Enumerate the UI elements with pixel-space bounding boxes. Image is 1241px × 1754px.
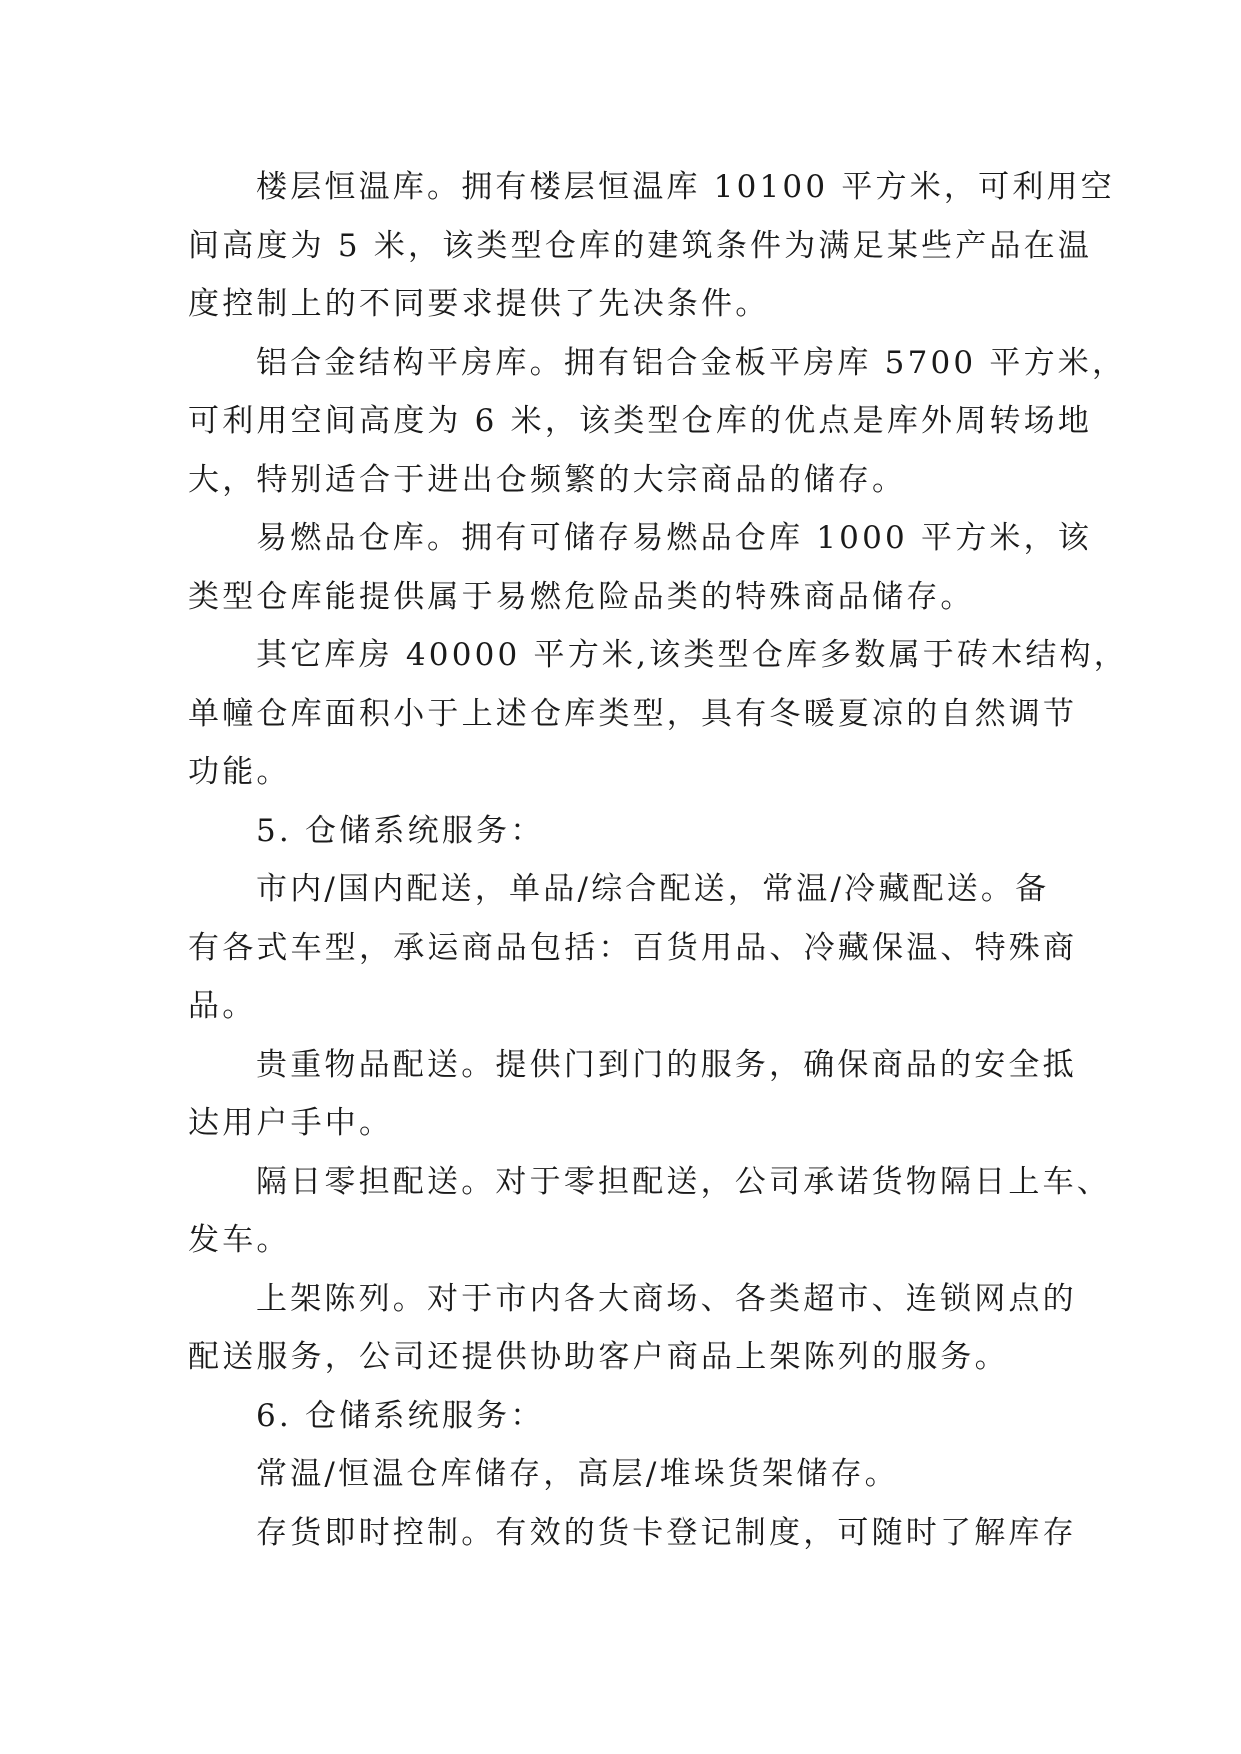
text-line: 有各式车型，承运商品包括：百货用品、冷藏保温、特殊商 <box>188 929 1078 966</box>
text-line: 可利用空间高度为 6 米，该类型仓库的优点是库外周转场地 <box>188 403 1093 439</box>
text-line: 易燃品仓库。拥有可储存易燃品仓库 1000 平方米，该 <box>256 520 1092 556</box>
text-line: 常温/恒温仓库储存，高层/堆垛货架储存。 <box>256 1456 899 1492</box>
paragraph <box>188 626 1128 802</box>
text-line: 达用户手中。 <box>188 1105 394 1141</box>
text-line: 类型仓库能提供属于易燃危险品类的特殊商品储存。 <box>188 578 975 615</box>
text-line: 5. 仓储系统服务： <box>256 812 545 849</box>
text-line: 发车。 <box>188 1222 291 1258</box>
text-line: 楼层恒温库。拥有楼层恒温库 10100 平方米，可利用空 <box>256 169 1115 205</box>
paragraph <box>188 158 1115 334</box>
text-line: 铝合金结构平房库。拥有铝合金板平房库 5700 平方米， <box>256 344 1127 381</box>
paragraph <box>188 509 1092 626</box>
paragraph <box>188 1036 1077 1153</box>
text-line: 其它库房 40000 平方米,该类型仓库多数属于砖木结构， <box>256 637 1128 673</box>
paragraph <box>188 1387 1054 1446</box>
text-line: 间高度为 5 米，该类型仓库的建筑条件为满足某些产品在温 <box>188 227 1093 264</box>
text-line: 单幢仓库面积小于上述仓库类型，具有冬暖夏凉的自然调节 <box>188 695 1078 732</box>
paragraph <box>188 1504 1077 1563</box>
text-line: 存货即时控制。有效的货卡登记制度，可随时了解库存 <box>256 1514 1077 1551</box>
text-line: 品。 <box>188 988 257 1024</box>
paragraph <box>188 1153 1111 1270</box>
text-line: 功能。 <box>188 754 291 790</box>
text-line: 配送服务，公司还提供协助客户商品上架陈列的服务。 <box>188 1339 1009 1375</box>
text-line: 6. 仓储系统服务： <box>256 1397 545 1434</box>
text-line: 上架陈列。对于市内各大商场、各类超市、连锁网点的 <box>256 1280 1077 1317</box>
document-body <box>188 158 1128 1562</box>
text-line: 贵重物品配送。提供门到门的服务，确保商品的安全抵 <box>256 1046 1077 1083</box>
text-line: 市内/国内配送，单品/综合配送，常温/冷藏配送。备 <box>256 871 1050 907</box>
paragraph <box>188 802 1054 861</box>
paragraph <box>188 1270 1077 1387</box>
text-line: 大，特别适合于进出仓频繁的大宗商品的储存。 <box>188 461 907 498</box>
text-line: 度控制上的不同要求提供了先决条件。 <box>188 286 770 322</box>
paragraph <box>188 860 1078 1036</box>
text-line: 隔日零担配送。对于零担配送，公司承诺货物隔日上车、 <box>256 1163 1111 1200</box>
paragraph <box>188 334 1127 510</box>
paragraph <box>188 1445 1054 1504</box>
